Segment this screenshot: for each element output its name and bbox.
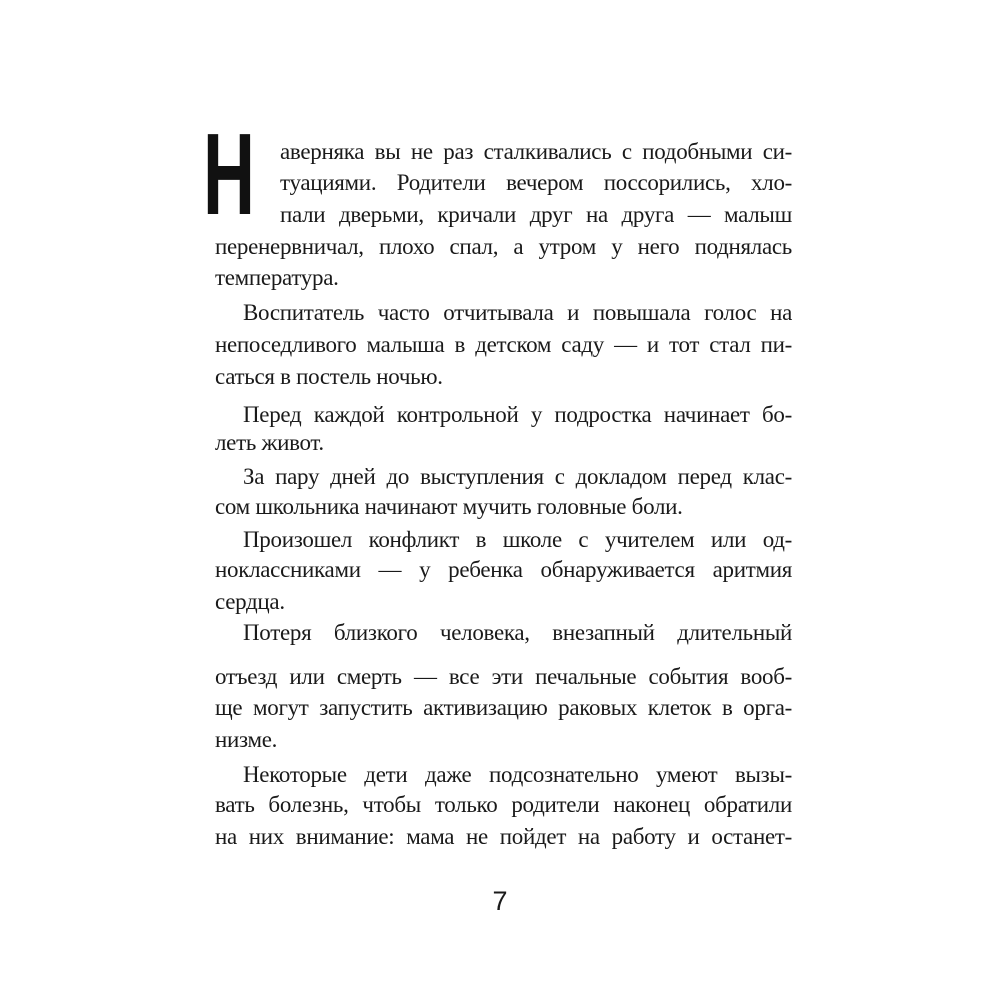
text-line: пали дверьми, кричали друг на друга — малыш [280,202,792,227]
text-line: ноклассниками — у ребенка обнаруживается аритмия [215,557,792,582]
drop-cap: Н [203,109,255,239]
text-line: Произошел конфликт в школе с учителем или од- [243,527,792,552]
text-line: Воспитатель часто отчитывала и повышала голос на [243,300,792,325]
text-line: перенервничал, плохо спал, а утром у него поднялась [215,234,792,259]
text-line: Некоторые дети даже подсознательно умеют вызы- [243,762,792,787]
text-line: За пару дней до выступления с докладом перед клас- [243,464,792,489]
text-line: низме. [215,727,278,752]
page-number: 7 [492,886,508,916]
text-line: непоседливого малыша в детском саду — и тот стал пи- [215,332,792,357]
text-line: сердца. [215,589,285,614]
text-line: сом школьника начинают мучить головные боли. [215,494,683,519]
text-line: температура. [215,265,339,290]
text-line: туациями. Родители вечером поссорились, хло- [280,170,792,195]
text-line: леть живот. [215,430,324,455]
text-line: отъезд или смерть — все эти печальные события вооб- [215,664,792,689]
text-line: Потеря близкого человека, внезапный длительный [243,620,792,645]
text-line: аверняка вы не раз сталкивались с подобными си- [280,139,792,164]
text-line: Перед каждой контрольной у подростка начинает бо- [243,402,792,427]
text-line: ще могут запустить активизацию раковых клеток в орга- [215,695,792,720]
text-line: саться в постель ночью. [215,364,443,389]
text-line: вать болезнь, чтобы только родители наконец обратили [215,792,792,817]
text-line: на них внимание: мама не пойдет на работу и останет- [215,824,792,849]
